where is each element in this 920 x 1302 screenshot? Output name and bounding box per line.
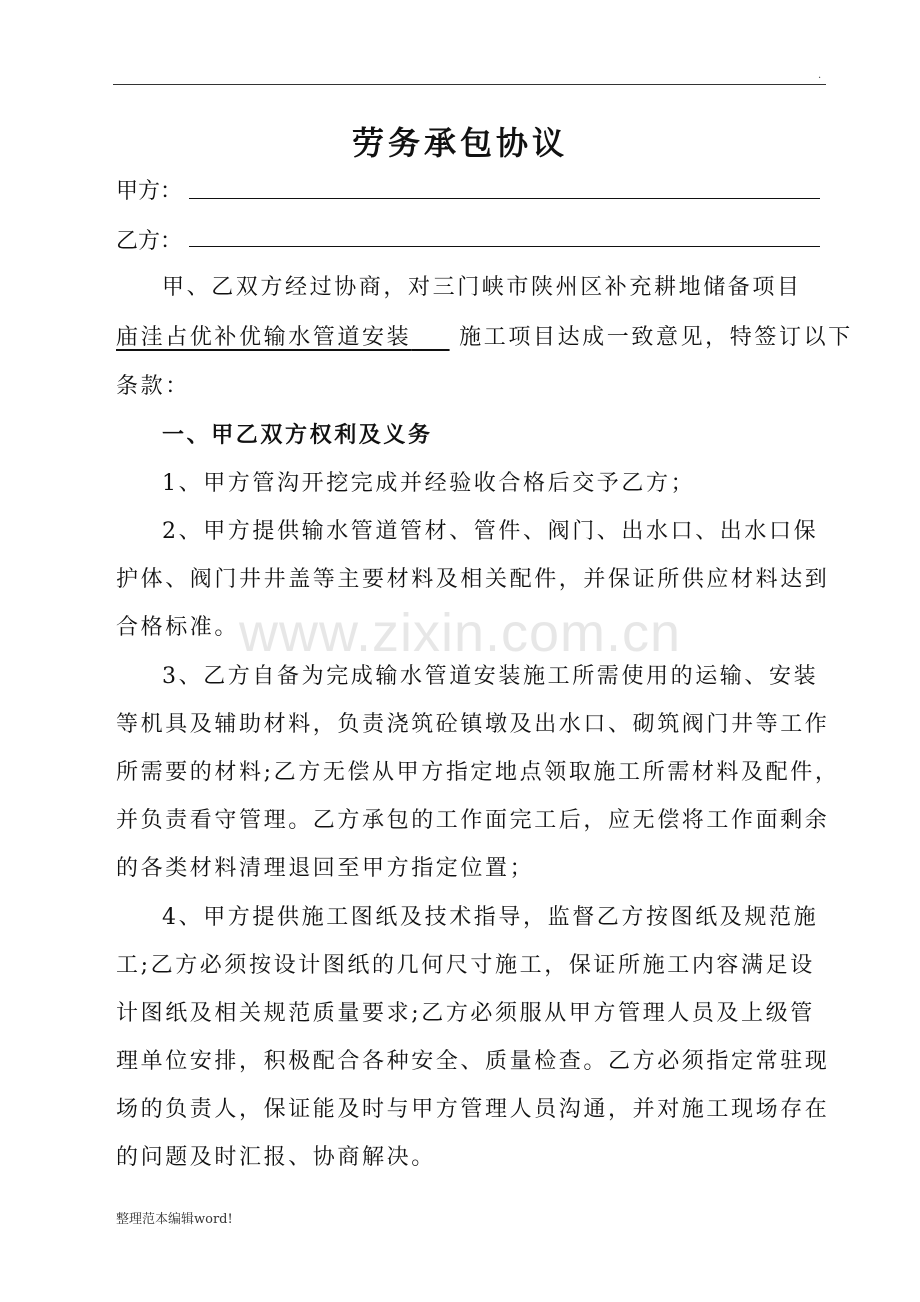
item-3-line-1: 3、乙方自备为完成输水管道安装施工所需使用的运输、安装 xyxy=(162,664,819,689)
section-heading: 一、甲乙双方权利及义务 xyxy=(162,422,433,448)
item-3-line-4: 并负责看守管理。乙方承包的工作面完工后，应无偿将工作面剩余 xyxy=(116,808,830,833)
intro-line-2 xyxy=(116,320,853,351)
project-name: 庙洼占优补优输水管道安装 xyxy=(116,325,412,350)
item-4-line-2: 工;乙方必须按设计图纸的几何尺寸施工，保证所施工内容满足设 xyxy=(116,953,815,978)
item-3-line-5: 的各类材料清理退回至甲方指定位置； xyxy=(116,856,535,881)
item-4-line-5: 场的负责人，保证能及时与甲方管理人员沟通，并对施工现场存在 xyxy=(116,1097,830,1122)
header-rule xyxy=(113,84,826,85)
header-mark: . xyxy=(818,70,822,81)
item-2-line-3: 合格标准。 xyxy=(116,615,240,640)
party-a-label: 甲方： xyxy=(116,179,183,204)
item-4-line-3: 计图纸及相关规范质量要求;乙方必须服从甲方管理人员及上级管 xyxy=(116,1001,815,1026)
watermark: www.zixin.com.cn xyxy=(238,603,682,663)
intro-line-2-rest: 施工项目达成一致意见，特签订以下 xyxy=(459,325,853,350)
item-4-line-4: 理单位安排，积极配合各种安全、质量检查。乙方必须指定常驻现 xyxy=(116,1049,830,1074)
intro-line-1: 甲、乙双方经过协商，对三门峡市陕州区补充耕地储备项目 xyxy=(162,275,802,300)
party-a-blank xyxy=(189,198,820,199)
document-title: 劳务承包协议 xyxy=(351,124,568,162)
item-3-line-3: 所需要的材料;乙方无偿从甲方指定地点领取施工所需材料及配件， xyxy=(116,760,840,785)
party-b-blank xyxy=(189,246,820,247)
item-3-line-2: 等机具及辅助材料，负责浇筑砼镇墩及出水口、砌筑阀门井等工作 xyxy=(116,712,830,737)
footer-note: 整理范本编辑word! xyxy=(116,1212,233,1227)
item-4-line-6: 的问题及时汇报、协商解决。 xyxy=(116,1145,436,1170)
item-1-line-1: 1、甲方管沟开挖完成并经验收合格后交予乙方； xyxy=(162,471,696,496)
intro-line-3: 条款： xyxy=(116,374,190,399)
item-2-line-1: 2、甲方提供输水管道管材、管件、阀门、出水口、出水口保 xyxy=(162,519,819,544)
party-b-label: 乙方： xyxy=(116,229,183,254)
item-2-line-2: 护体、阀门井井盖等主要材料及相关配件，并保证所供应材料达到 xyxy=(116,567,830,592)
item-4-line-1: 4、甲方提供施工图纸及技术指导，监督乙方按图纸及规范施 xyxy=(162,905,819,930)
project-name-underline-pad xyxy=(411,325,449,350)
